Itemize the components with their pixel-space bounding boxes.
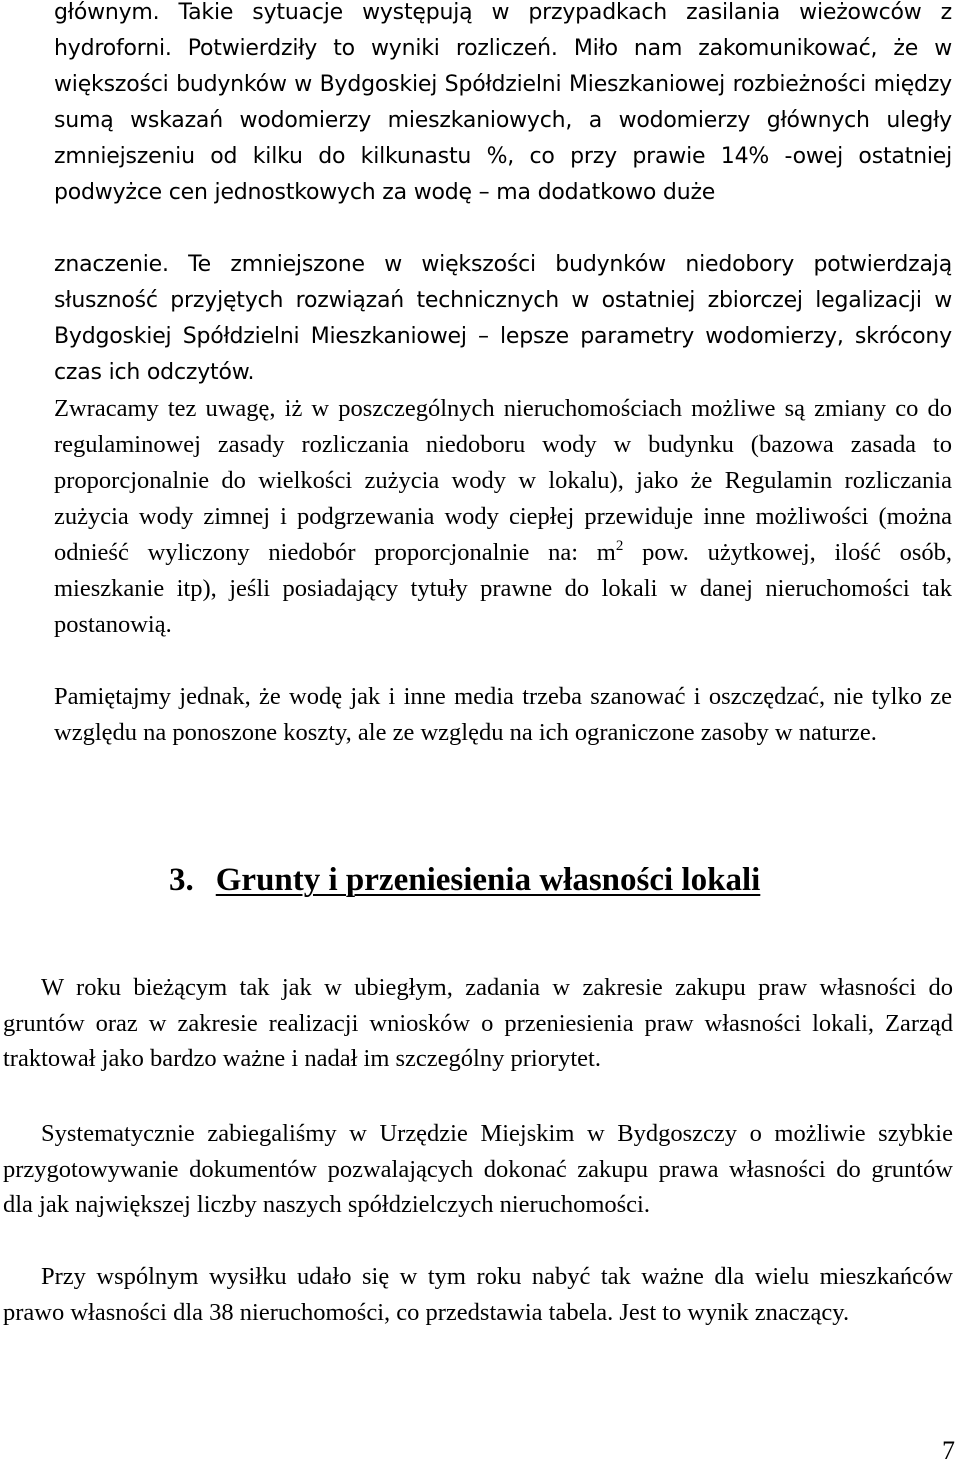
section-title: Grunty i przeniesienia własności lokali — [215, 862, 761, 898]
paragraph-water-meters-intro: głównym. Takie sytuacje występują w przypadkach zasilania wieżowców z hydroforni. Potwierdziły to wyniki rozliczeń. Miło nam zakomunikować, że w większości budynków w Bydgoskiej Spółdzielni Mieszkaniowej rozbieżności między sumą wskazań wodomierzy mieszkaniowych, a wodomierzy głównych uległy zmniejszeniu od kilku do kilkunastu %, co przy prawie 14% -owej ostatniej podwyżce cen jednostkowych za wodę – ma dodatkowo duże — [54, 0, 952, 205]
paragraph-save-water: Pamiętajmy jednak, że wodę jak i inne media trzeba szanować i oszczędzać, nie tylko ze względu na ponoszone koszty, ale ze względu na ich ograniczone zasoby w naturze. — [54, 683, 952, 746]
paragraph-ownership-result: Przy wspólnym wysiłku udało się w tym roku nabyć tak ważne dla wielu mieszkańców prawo własności dla 38 nieruchomości, co przedstawia tabela. Jest to wynik znaczący. — [3, 1263, 953, 1326]
superscript-squared: 2 — [615, 538, 624, 554]
paragraph-city-office-efforts: Systematycznie zabiegaliśmy w Urzędzie Miejskim w Bydgoszczy o możliwie szybkie przygotowywanie dokumentów pozwalających dokonać zakupu prawa własności do gruntów dla jak największej liczby naszych spółdzielczych nieruchomości. — [3, 1120, 953, 1219]
paragraph-water-settlement-rules — [54, 391, 952, 643]
paragraph-text-part: Zwracamy tez uwagę, iż w poszczególnych nieruchomościach możliwe są zmiany co do regulaminowej zasady rozliczania niedoboru wody w budynku (bazowa zasada to proporcjonalnie do wielkości zużycia wody w lokalu), jako że Regulamin rozliczania zużycia wody zimnej i podgrzewania wody ciepłej przewiduje inne możliwości (można odnieść wyliczony niedobór proporcjonalnie na: m — [54, 395, 952, 566]
section-heading — [169, 858, 760, 902]
paragraph-text-part: pow. użytkowej, ilość osób, mieszkanie itp), jeśli posiadający tytuły prawne do lokali w danej nieruchomości tak postanowią. — [54, 539, 952, 638]
section-number: 3. — [169, 862, 194, 898]
paragraph-water-meters-shortfall: znaczenie. Te zmniejszone w większości budynków niedobory potwierdzają słuszność przyjętych rozwiązań technicznych w ostatniej zbiorczej legalizacji w Bydgoskiej Spółdzielni Mieszkaniowej – lepsze parametry wodomierzy, skrócony czas ich odczytów. — [54, 252, 952, 385]
paragraph-land-ownership-priority: W roku bieżącym tak jak w ubiegłym, zadania w zakresie zakupu praw własności do gruntów oraz w zakresie realizacji wniosków o przeniesienia praw własności lokali, Zarząd traktował jako bardzo ważne i nadał im szczególny priorytet. — [3, 974, 953, 1073]
page-number: 7 — [942, 1436, 955, 1465]
